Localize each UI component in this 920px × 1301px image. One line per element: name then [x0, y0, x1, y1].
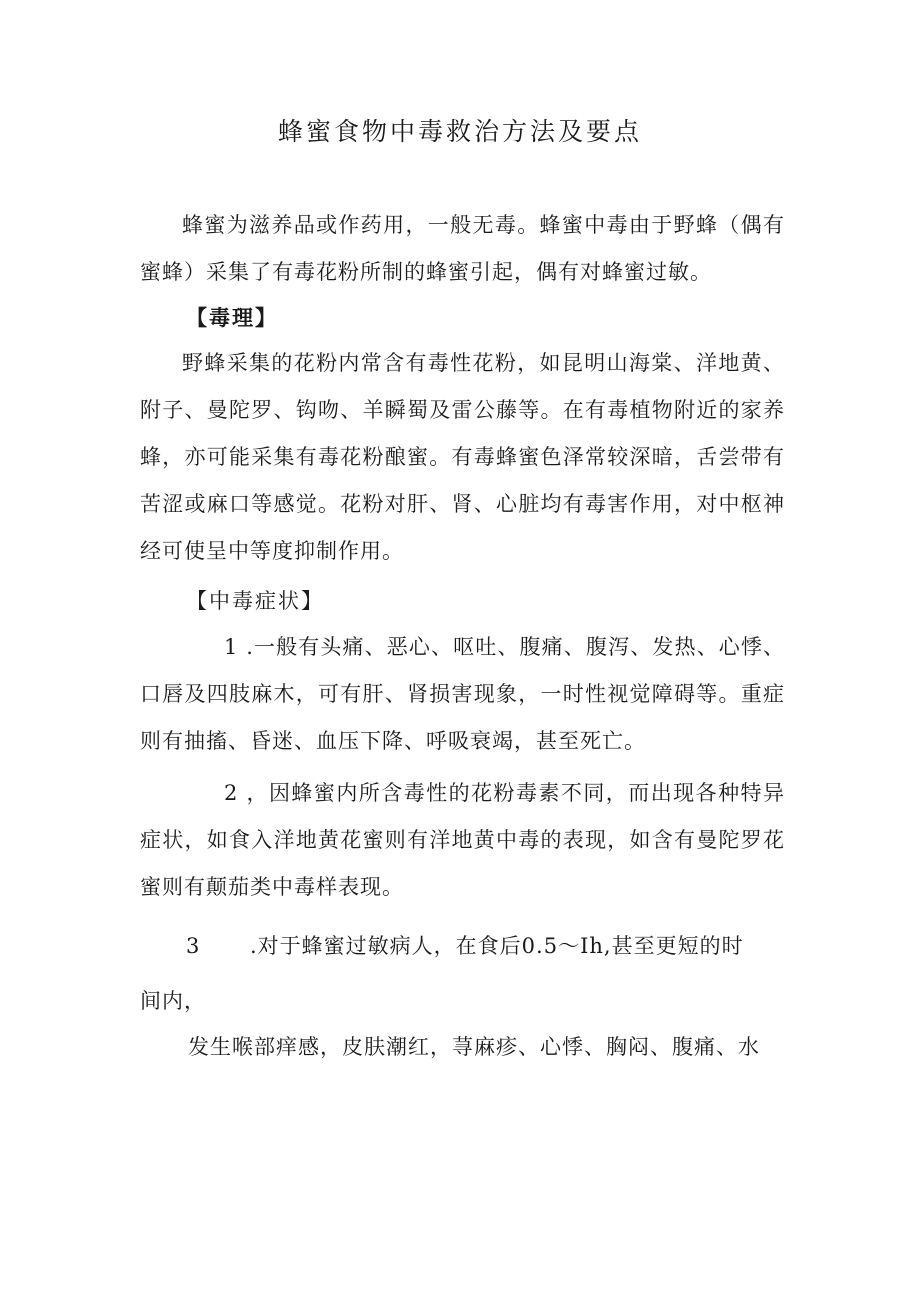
symptom-item-1 [140, 624, 785, 765]
symptom-item-1-number: 1 [224, 635, 239, 659]
symptom-item-2 [140, 770, 785, 911]
symptom-item-1-text: .一般有头痛、恶心、呕吐、腹痛、腹泻、发热、心悸、口唇及四肢麻木，可有肝、肾损害现象，一时性视觉障碍等。重症则有抽搐、昏迷、血压下降、呼吸衰竭，甚至死亡。 [140, 635, 785, 753]
symptom-item-3-number: 3 [186, 934, 201, 958]
symptoms-last-line: 发生喉部痒感，皮肤潮红，荨麻疹、心悸、胸闷、腹痛、水 [188, 1035, 760, 1059]
symptom-item-2-number: 2 [224, 781, 239, 805]
symptom-item-2-text: ，因蜂蜜内所含毒性的花粉毒素不同，而出现各种特异症状，如食入洋地黄花蜜则有洋地黄中毒的表现，如含有曼陀罗花蜜则有颠茄类中毒样表现。 [140, 781, 785, 899]
symptom-item-3-text: .对于蜂蜜过敏病人，在食后0.5～Ih,甚至更短的时 [250, 934, 744, 958]
toxicology-heading: 【毒理】 [186, 305, 278, 330]
toxicology-paragraph: 野蜂采集的花粉内常含有毒性花粉，如昆明山海棠、洋地黄、附子、曼陀罗、钩吻、羊瞬蜀及雷公藤等。在有毒植物附近的家养蜂，亦可能采集有毒花粉酿蜜。有毒蜂蜜色泽常较深暗，舌尝带有苦涩或麻口等感觉。花粉对肝、肾、心脏均有毒害作用，对中枢神经可使呈中等度抑制作用。 [140, 351, 785, 563]
symptom-item-3 [186, 930, 744, 960]
symptom-item-3-continuation: 间内， [140, 989, 206, 1013]
page-title: 蜂蜜食物中毒救治方法及要点 [277, 117, 642, 146]
symptoms-heading: 【中毒症状】 [186, 589, 324, 613]
intro-paragraph: 蜂蜜为滋养品或作药用，一般无毒。蜂蜜中毒由于野蜂（偶有蜜蜂）采集了有毒花粉所制的蜂蜜引起，偶有对蜂蜜过敏。 [140, 213, 785, 284]
